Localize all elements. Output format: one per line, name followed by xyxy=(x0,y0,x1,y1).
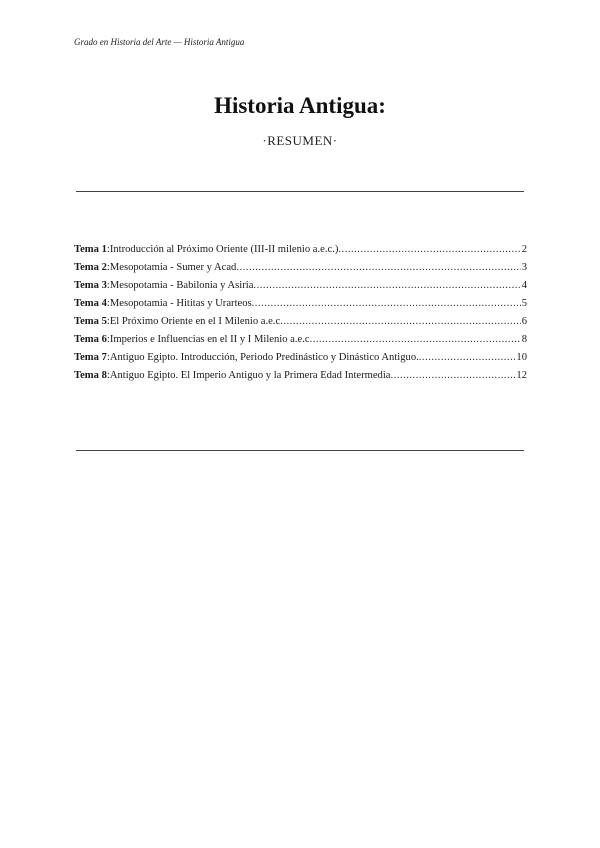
toc-dot-leader xyxy=(252,298,521,309)
toc-entry-page: 2 xyxy=(521,244,527,255)
toc-entry-separator: : xyxy=(106,316,110,327)
toc-entry-separator: : xyxy=(106,298,110,309)
toc-entry-label: Tema 7 xyxy=(74,352,107,363)
toc-entry-separator: : xyxy=(106,280,110,291)
toc-entry-separator: : xyxy=(106,334,110,345)
table-of-contents xyxy=(74,244,527,388)
toc-entry-label: Tema 5 xyxy=(74,316,107,327)
toc-dot-leader xyxy=(310,334,521,345)
toc-entry-separator: : xyxy=(106,352,110,363)
toc-entry-separator: : xyxy=(106,262,110,273)
toc-entry-page: 8 xyxy=(521,334,527,345)
toc-entry-separator: : xyxy=(106,244,110,255)
toc-entry-title: Mesopotamia - Babilonia y Asiria xyxy=(109,280,254,291)
toc-entry-label: Tema 2 xyxy=(74,262,107,273)
document-subtitle: ·RESUMEN· xyxy=(262,133,338,148)
toc-entry-page: 4 xyxy=(521,280,527,291)
toc-dot-leader xyxy=(391,370,516,381)
toc-entry-page: 12 xyxy=(516,370,527,381)
toc-entry-tema-7[interactable] xyxy=(74,352,527,370)
toc-entry-tema-1[interactable] xyxy=(74,244,527,262)
toc-entry-title: Introducción al Próximo Oriente (III-II milenio a.e.c.) xyxy=(109,244,339,255)
toc-entry-title: Antiguo Egipto. Introducción, Periodo Predinástico y Dinástico Antiguo. xyxy=(109,352,419,363)
toc-entry-page: 3 xyxy=(521,262,527,273)
toc-entry-label: Tema 6 xyxy=(74,334,107,345)
toc-entry-tema-6[interactable] xyxy=(74,334,527,352)
toc-entry-page: 10 xyxy=(516,352,527,363)
toc-entry-label: Tema 4 xyxy=(74,298,107,309)
toc-entry-title: Mesopotamia - Sumer y Acad xyxy=(109,262,237,273)
toc-dot-leader xyxy=(280,316,521,327)
toc-entry-label: Tema 1 xyxy=(74,244,107,255)
toc-entry-tema-3[interactable] xyxy=(74,280,527,298)
toc-entry-tema-2[interactable] xyxy=(74,262,527,280)
toc-entry-title: El Próximo Oriente en el I Milenio a.e.c xyxy=(109,316,281,327)
toc-entry-tema-8[interactable] xyxy=(74,370,527,388)
toc-entry-tema-4[interactable] xyxy=(74,298,527,316)
toc-dot-leader xyxy=(236,262,520,273)
toc-dot-leader xyxy=(253,280,520,291)
toc-entry-separator: : xyxy=(106,370,110,381)
toc-entry-title: Antiguo Egipto. El Imperio Antiguo y la Primera Edad Intermedia xyxy=(109,370,391,381)
toc-entry-title: Mesopotamia - Hititas y Urarteos xyxy=(109,298,252,309)
toc-entry-title: Imperios e Influencias en el II y I Milenio a.e.c xyxy=(109,334,310,345)
toc-dot-leader xyxy=(419,352,516,363)
bottom-divider xyxy=(76,450,524,451)
document-title: Historia Antigua: xyxy=(214,93,386,118)
toc-entry-page: 6 xyxy=(521,316,527,327)
toc-entry-tema-5[interactable] xyxy=(74,316,527,334)
toc-entry-page: 5 xyxy=(521,298,527,309)
toc-entry-label: Tema 3 xyxy=(74,280,107,291)
running-header: Grado en Historia del Arte — Historia Antigua xyxy=(74,37,245,47)
top-divider xyxy=(76,191,524,192)
toc-dot-leader xyxy=(338,244,520,255)
toc-entry-label: Tema 8 xyxy=(74,370,107,381)
